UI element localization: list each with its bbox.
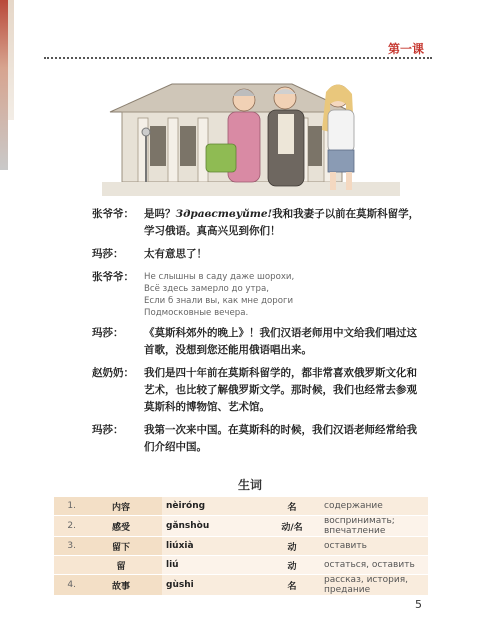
vocab-pinyin: nèiróng [162,497,264,516]
illustration [102,64,400,196]
line-text: 《莫斯科郊外的晚上》！我们汉语老师用中文给我们唱过这首歌，没想到您还能用俄语唱出来。 [144,327,417,356]
vocab-pinyin: liúxià [162,537,264,556]
speaker: 玛莎： [92,327,124,339]
vocab-number: 4. [54,575,80,596]
speaker: 张爷爷： [92,208,134,220]
dialogue-line [92,365,422,416]
vocab-translation: воспринимать; впечатление [320,516,428,537]
vocab-table [54,497,428,596]
vocab-title: 生词 [237,478,262,492]
speaker: 张爷爷： [92,271,134,283]
dialogue-line [92,325,422,359]
line-text: 我和我妻子以前在莫斯科留学，学习俄语。真高兴见到你们！ [144,208,420,237]
vocab-row [54,516,428,537]
speaker: 玛莎： [92,424,124,436]
dialogue-line [92,246,422,263]
vocab-row [54,556,428,575]
poem [144,269,422,319]
lesson-heading: 第一课 [387,42,424,56]
vocab-pinyin: gǎnshòu [162,516,264,537]
vocab-part-of-speech: 动 [264,556,320,575]
line-text: 是吗？ [144,208,176,220]
line-text: 我们是四十年前在莫斯科留学的，都非常喜欢俄罗斯文化和艺术，也比较了解俄罗斯文学。那时候，我们也经常去参观莫斯科的博物馆、艺术馆。 [144,367,417,413]
edge-decoration-inner [8,0,14,120]
vocab-number [54,556,80,575]
vocab-word: 故事 [80,575,162,596]
vocab-row [54,497,428,516]
poem-line: Не слышны в саду даже шорохи, [144,272,295,282]
vocab-translation: рассказ, история, предание [320,575,428,596]
poem-line: Подмосковные вечера. [144,308,249,318]
vocab-number: 1. [54,497,80,516]
dialogue-line [92,422,422,456]
speaker: 赵奶奶： [92,367,134,379]
vocab-number: 3. [54,537,80,556]
vocab-word: 感受 [80,516,162,537]
header-divider [44,57,432,59]
vocab-word: 留下 [80,537,162,556]
vocab-translation: остаться, оставить [320,556,428,575]
vocab-part-of-speech: 名 [264,575,320,596]
poem-line: Если б знали вы, как мне дороги [144,296,294,306]
page-number: 5 [415,598,422,611]
vocab-part-of-speech: 名 [264,497,320,516]
vocab-word: 留 [80,556,162,575]
dialogue-line [92,206,422,240]
dialogue-line [92,269,422,319]
vocab-word: 内容 [80,497,162,516]
vocab-translation: оставить [320,537,428,556]
line-text: 太有意思了！ [144,248,207,260]
speaker: 玛莎： [92,248,124,260]
vocab-number: 2. [54,516,80,537]
dialogue [92,206,422,456]
vocab-row [54,575,428,596]
russian-greeting: Здравствуйте! [175,208,273,220]
vocab-pinyin: gùshi [162,575,264,596]
vocab-row [54,537,428,556]
vocab-part-of-speech: 动/名 [264,516,320,537]
vocab-part-of-speech: 动 [264,537,320,556]
edge-decoration [0,0,8,170]
vocab-pinyin: liú [162,556,264,575]
vocab-translation: содержание [320,497,428,516]
poem-line: Всё здесь замерло до утра, [144,284,269,294]
line-text: 我第一次来中国。在莫斯科的时候，我们汉语老师经常给我们介绍中国。 [144,424,417,453]
